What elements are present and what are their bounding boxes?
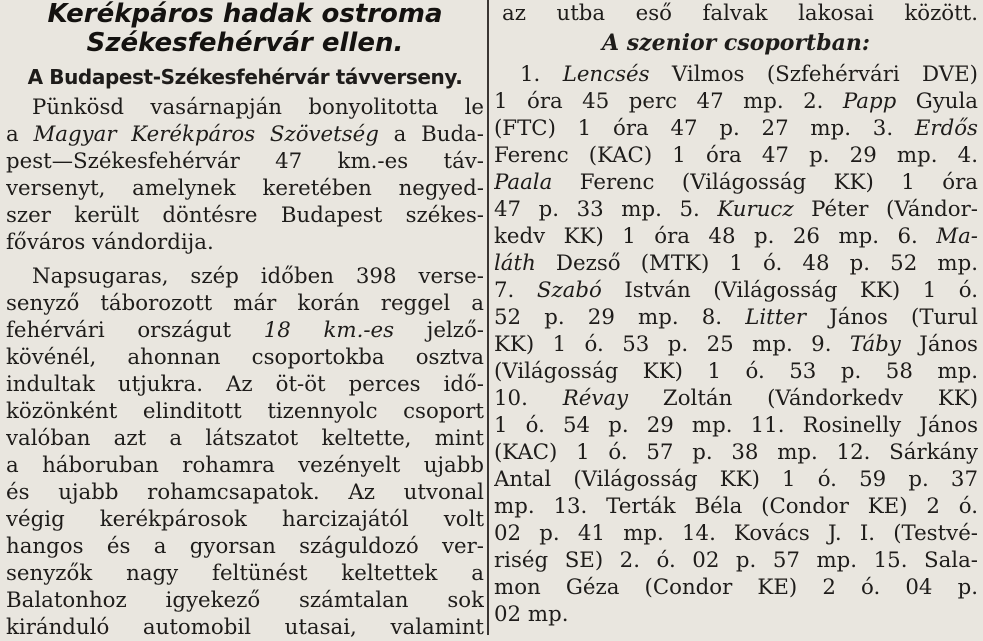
text-run: mon Géza (Condor KE) 2 ó. 04 p. — [494, 575, 978, 600]
left-body-text — [6, 94, 484, 641]
italic-text: Táby — [849, 332, 901, 357]
italic-text: Magyar Kerékpáros Szövetség — [33, 122, 379, 147]
text-line — [494, 61, 978, 88]
text-line — [494, 412, 978, 439]
text-run: pest—Székesfehérvár 47 km.-es táv- — [6, 149, 484, 174]
text-run: hangos és a gyorsan száguldozó ver- — [6, 534, 484, 559]
text-run: végig kerékpárosok harcizajától volt — [6, 507, 484, 532]
text-line — [494, 196, 978, 223]
text-line — [6, 344, 484, 371]
text-line — [6, 202, 484, 229]
text-line — [494, 601, 978, 628]
headline-line-2: Székesfehérvár ellen. — [86, 28, 404, 58]
text-line — [494, 115, 978, 142]
text-line — [6, 425, 484, 452]
text-run: KK) 1 ó. 53 p. 25 mp. 9. — [494, 332, 850, 357]
text-line — [6, 479, 484, 506]
results-list — [494, 61, 978, 628]
text-line — [494, 493, 978, 520]
text-run: kövénél, ahonnan csoportokba osztva — [6, 345, 484, 370]
italic-text: Révay — [562, 386, 629, 411]
text-run: János (Turul — [806, 305, 978, 330]
italic-text: Litter — [745, 305, 807, 330]
text-run: (KAC) 1 ó. 57 p. 38 mp. 12. Sárkány — [494, 440, 978, 465]
text-line — [494, 142, 978, 169]
italic-text: 18 km.-es — [263, 318, 395, 343]
text-line — [6, 94, 484, 121]
text-line — [6, 371, 484, 398]
italic-text: Szabó — [536, 278, 602, 303]
text-run: 7. — [494, 278, 537, 303]
text-run: 1 ó. 54 p. 29 mp. 11. Rosinelly János — [494, 413, 978, 438]
right-first-line: az utba eső falvak lakosai között. — [502, 1, 978, 26]
text-run: 52 p. 29 mp. 8. — [494, 305, 746, 330]
text-run: 47 p. 33 mp. 5. — [494, 197, 718, 222]
text-run: 1 óra 45 perc 47 mp. 2. — [494, 89, 843, 114]
italic-text: Ma- — [936, 224, 978, 249]
text-run: István (Világosság KK) 1 ó. — [601, 278, 978, 303]
text-run: Napsugaras, szép időben 398 versе- — [32, 264, 484, 289]
text-run: Vilmos (Szfehérvári DVE) — [649, 62, 978, 87]
text-line — [6, 533, 484, 560]
italic-text: Paala — [494, 170, 553, 195]
text-line — [6, 148, 484, 175]
column-divider — [487, 0, 489, 635]
text-line — [494, 547, 978, 574]
text-line — [6, 290, 484, 317]
text-run: (FTC) 1 óra 47 p. 27 mp. 3. — [494, 116, 915, 141]
text-run: kiránduló automobil utasai, valamint — [6, 615, 484, 640]
text-run: 02 p. 41 mp. 14. Kovács J. I. (Testvé- — [494, 521, 978, 546]
text-line — [494, 385, 978, 412]
text-run: főváros vándordija. — [6, 230, 214, 255]
text-line — [494, 331, 978, 358]
text-line — [494, 439, 978, 466]
text-run: a Buda- — [378, 122, 484, 147]
italic-text: láth — [494, 251, 536, 276]
italic-text: Papp — [842, 89, 897, 114]
text-run: mp. 13. Terták Béla (Condor KE) 2 ó. — [494, 494, 978, 519]
text-line — [494, 574, 978, 601]
subheadline: A Budapest-Székesfehérvár távverseny. — [27, 65, 463, 89]
text-line — [6, 614, 484, 641]
text-line — [494, 277, 978, 304]
right-column — [494, 0, 978, 628]
text-run: Dezső (MTK) 1 ó. 48 p. 52 mp. — [535, 251, 978, 276]
text-line — [494, 250, 978, 277]
paragraph-gap — [6, 256, 484, 263]
headline-line-1: Kerékpáros hadak ostroma — [47, 0, 443, 29]
text-run: Ferenc (KAC) 1 óra 47 p. 29 mp. 4. — [494, 143, 978, 168]
text-line — [494, 358, 978, 385]
text-run: Péter (Vándor- — [793, 197, 978, 222]
text-run: versenyt, amelynek keretében negyed- — [6, 176, 484, 201]
text-line — [6, 229, 484, 256]
text-line — [494, 304, 978, 331]
text-run: kedv KK) 1 óra 48 p. 26 mp. 6. — [494, 224, 937, 249]
italic-text: Lencsés — [562, 62, 650, 87]
text-line — [494, 520, 978, 547]
text-run: Pünkösd vasárnapján bonyolitotta le — [32, 95, 484, 120]
text-line — [494, 223, 978, 250]
text-run: Antal (Világosság KK) 1 ó. 59 p. 37 — [494, 467, 978, 492]
text-line — [6, 317, 484, 344]
text-run: Gyula — [896, 89, 978, 114]
text-run: a — [6, 122, 34, 147]
text-run: 02 mp. — [494, 602, 569, 627]
text-run: fehérvári országut — [6, 318, 264, 343]
text-line — [6, 452, 484, 479]
italic-text: Erdős — [914, 116, 978, 141]
text-run: János — [900, 332, 978, 357]
text-run: Ferenc (Világosság KK) 1 óra — [552, 170, 978, 195]
text-run: és ujabb rohamcsapatok. Az utvonal — [6, 480, 484, 505]
left-column — [6, 0, 484, 641]
text-run: (Világosság KK) 1 ó. 53 p. 58 mp. — [494, 359, 978, 384]
text-run: riség SE) 2. ó. 02 p. 57 mp. 15. Sala- — [494, 548, 978, 573]
text-run: 1. — [520, 62, 563, 87]
text-run: 10. — [494, 386, 563, 411]
text-line — [6, 263, 484, 290]
text-run: indultak utjukra. Az öt-öt perces idő- — [6, 372, 484, 397]
text-line — [6, 587, 484, 614]
text-line — [494, 466, 978, 493]
italic-text: Kurucz — [717, 197, 794, 222]
text-run: Zoltán (Vándorkedv KK) — [628, 386, 978, 411]
text-run: senyzők nagy feltünést keltettek a — [6, 561, 484, 586]
text-line — [6, 560, 484, 587]
section-title: A szenior csoportban: — [602, 30, 870, 56]
text-run: valóban azt a látszatot keltette, mint — [6, 426, 484, 451]
text-run: közönként elinditott tizennyolc csoport — [6, 399, 484, 424]
text-line — [6, 398, 484, 425]
text-line — [494, 169, 978, 196]
text-run: szer került döntésre Budapest székes- — [6, 203, 484, 228]
text-run: a háboruban rohamra vezényelt ujabb — [6, 453, 484, 478]
text-run: Balatonhoz igyekező számtalan sok — [6, 588, 484, 613]
text-line — [6, 121, 484, 148]
text-line — [6, 175, 484, 202]
text-run: senyző táborozott már korán reggel a — [6, 291, 484, 316]
text-line — [494, 88, 978, 115]
text-run: jelző- — [394, 318, 484, 343]
text-line — [6, 506, 484, 533]
